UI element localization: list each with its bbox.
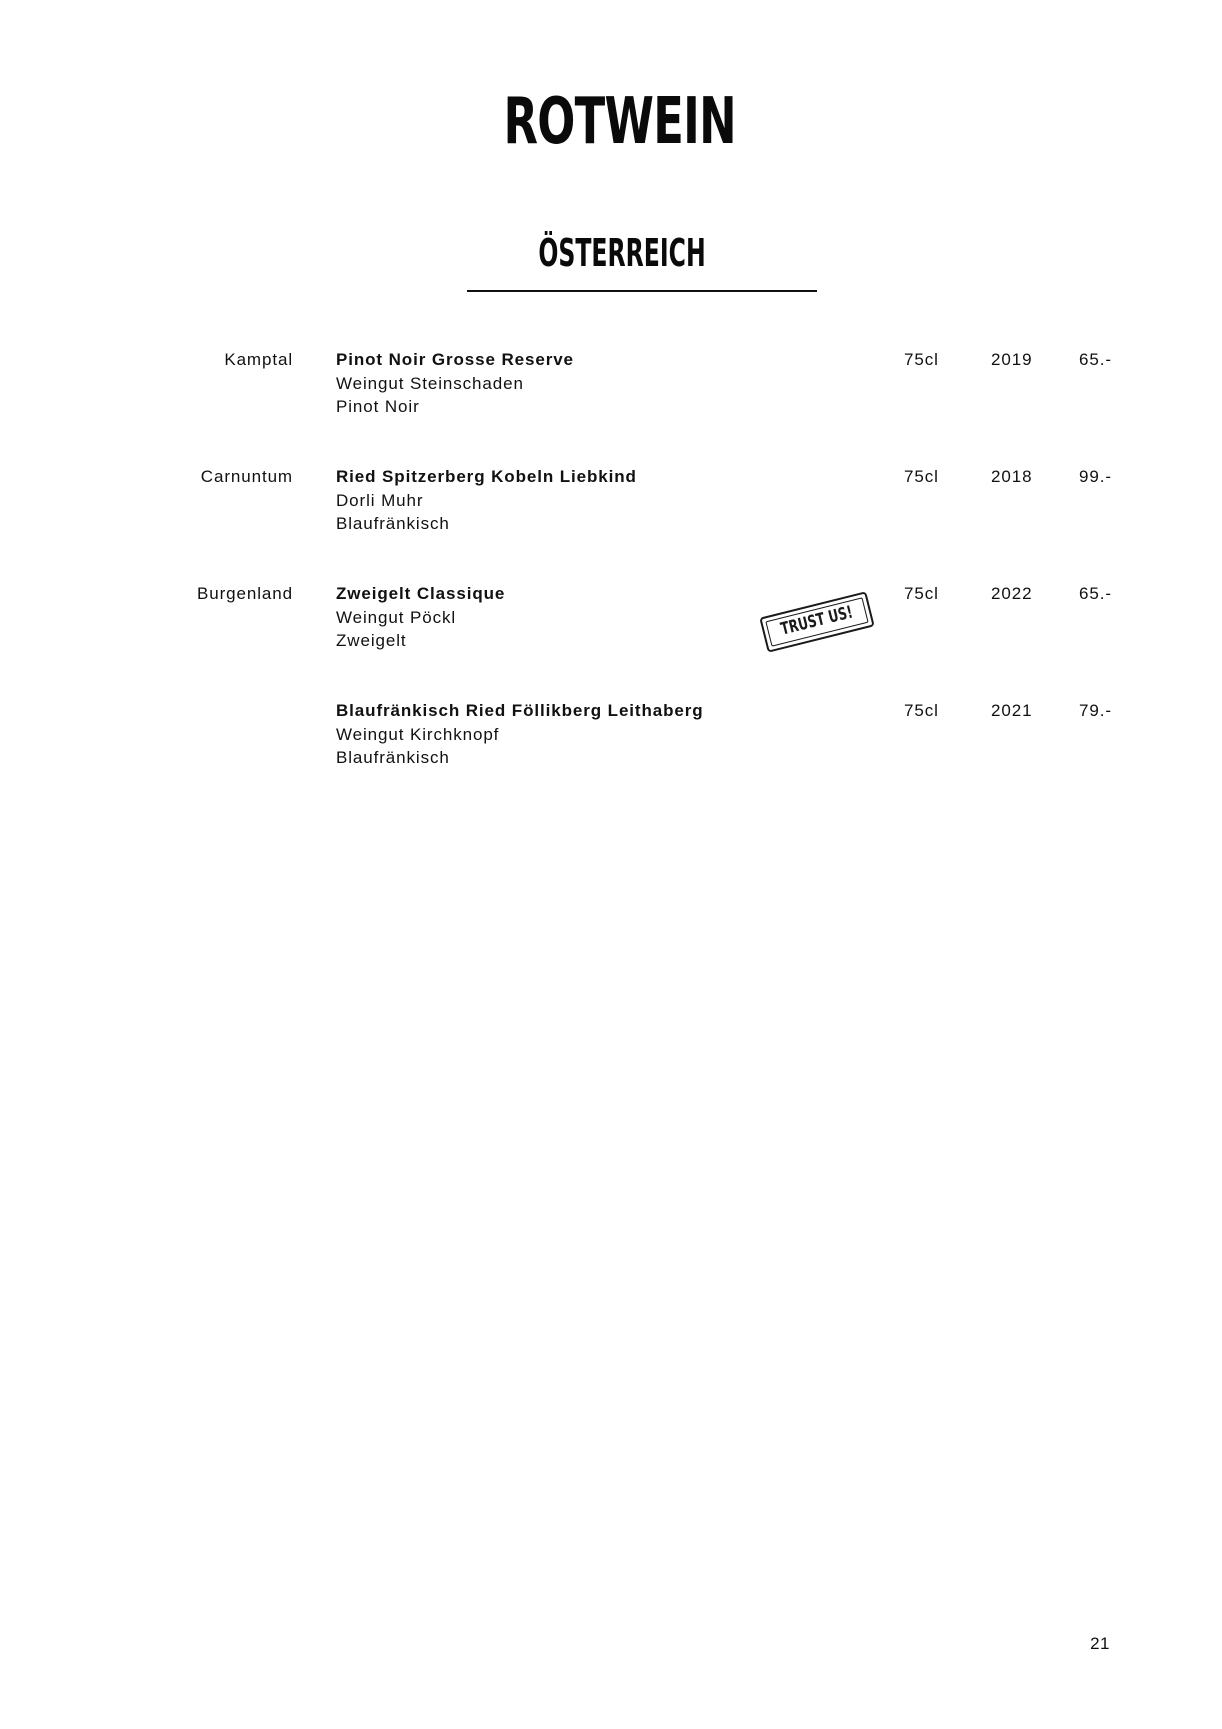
wine-name: Blaufränkisch Ried Föllikberg Leithaberg [336,701,704,720]
stamp-text: TRUST US! [778,602,855,640]
trust-us-stamp [759,591,874,653]
wine-price: 99.- [1079,467,1112,486]
wine-vintage: 2021 [991,701,1033,720]
wine-info [336,699,704,770]
wine-list [0,348,1222,816]
wine-volume: 75cl [904,584,939,603]
wine-region: Burgenland [197,584,293,603]
wine-producer: Weingut Kirchknopf [336,724,500,744]
section-title: ÖSTERREICH [538,231,706,275]
wine-name: Pinot Noir Grosse Reserve [336,350,574,369]
wine-row [0,465,1222,582]
wine-region: Kamptal [224,350,293,369]
wine-volume: 75cl [904,467,939,486]
page-title: ROTWEIN [503,85,736,159]
wine-name: Zweigelt Classique [336,584,506,603]
section-divider [467,290,817,292]
wine-grape: Pinot Noir [336,397,420,416]
wine-row [0,699,1222,816]
wine-volume: 75cl [904,350,939,369]
wine-info [336,348,574,419]
wine-price: 65.- [1079,350,1112,369]
page-number: 21 [1090,1634,1110,1653]
wine-price: 79.- [1079,701,1112,720]
wine-producer: Weingut Steinschaden [336,373,524,393]
wine-row [0,348,1222,465]
wine-info [336,465,637,536]
wine-grape: Zweigelt [336,631,407,650]
wine-vintage: 2022 [991,584,1033,603]
wine-grape: Blaufränkisch [336,748,450,767]
wine-grape: Blaufränkisch [336,514,450,533]
wine-region: Carnuntum [200,467,293,486]
wine-vintage: 2019 [991,350,1033,369]
wine-price: 65.- [1079,584,1112,603]
wine-volume: 75cl [904,701,939,720]
wine-producer: Weingut Pöckl [336,607,457,627]
wine-name: Ried Spitzerberg Kobeln Liebkind [336,467,637,486]
wine-vintage: 2018 [991,467,1033,486]
wine-row [0,582,1222,699]
wine-producer: Dorli Muhr [336,490,424,510]
wine-info [336,582,505,653]
